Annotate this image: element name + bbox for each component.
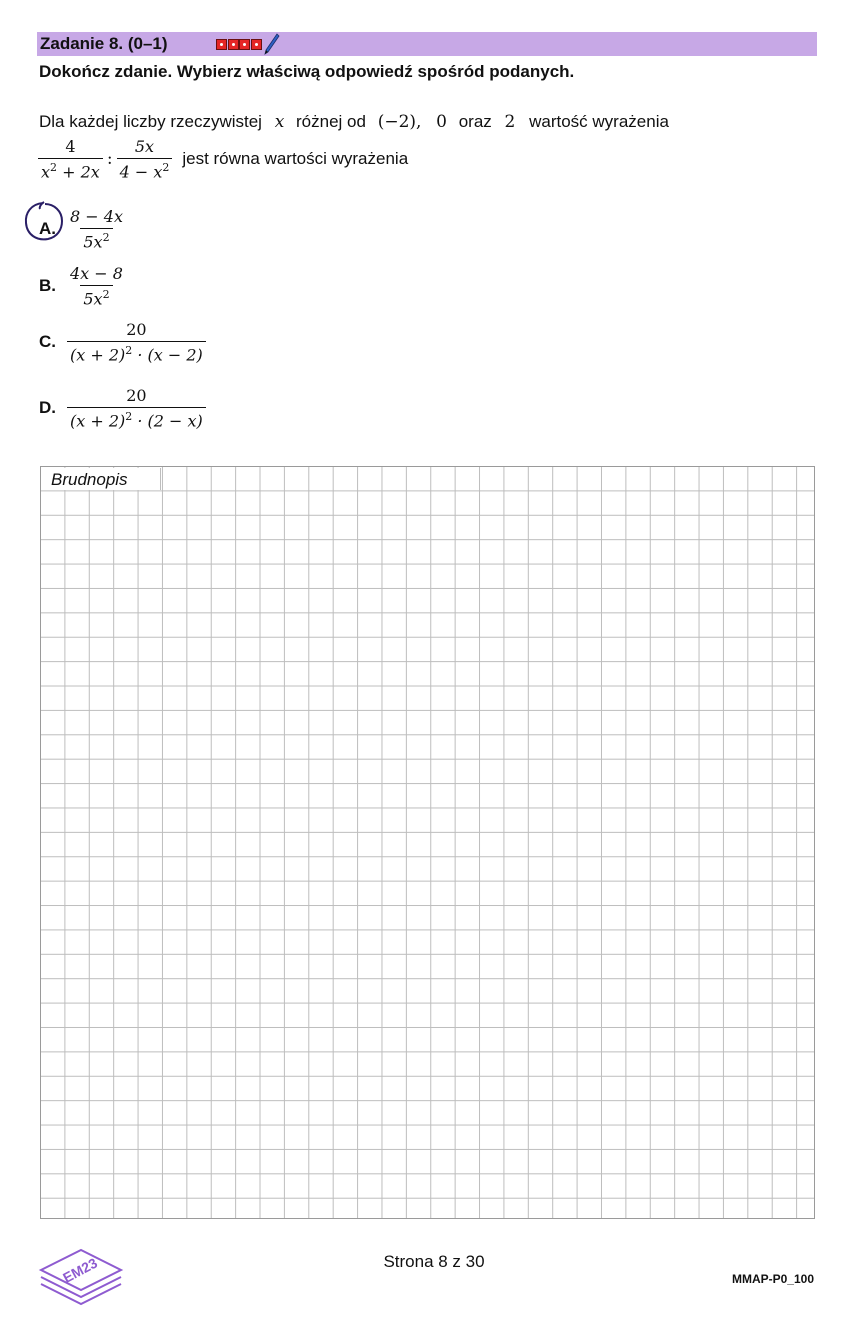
stem-text: Dla każdej liczby rzeczywistej xyxy=(39,112,262,131)
option-letter: A. xyxy=(39,219,56,239)
skill-square-icon xyxy=(228,39,239,50)
page-number: Strona 8 z 30 xyxy=(383,1252,485,1271)
fraction-numerator: 20 xyxy=(126,386,147,405)
fraction-denominator: $(x + 2)^2 \cdot (x - 2)$ xyxy=(67,341,206,364)
option-letter: B. xyxy=(39,276,56,296)
fraction-denominator: $5x^2$ xyxy=(80,285,112,308)
answer-option-a[interactable] xyxy=(39,207,126,251)
division-colon: : xyxy=(106,149,113,170)
draft-grid-area[interactable] xyxy=(40,466,815,1219)
fraction-left xyxy=(38,137,103,181)
option-fraction xyxy=(67,320,206,364)
math-value: 0 xyxy=(436,112,447,132)
question-stem-line1 xyxy=(39,112,669,132)
skill-square-icon xyxy=(216,39,227,50)
math-value: 2 xyxy=(504,112,516,132)
pen-icon xyxy=(264,33,280,55)
answer-option-c[interactable] xyxy=(39,320,206,364)
fraction-right xyxy=(117,137,173,181)
stem-text: różnej od xyxy=(296,112,366,131)
task-icons xyxy=(216,36,280,52)
math-value: (−2), xyxy=(377,112,422,132)
answer-option-b[interactable] xyxy=(39,264,126,308)
answer-option-d[interactable] xyxy=(39,386,206,430)
svg-text:EM23: EM23 xyxy=(60,1254,100,1286)
question-stem-line2 xyxy=(38,137,408,181)
task-instruction: Dokończ zdanie. Wybierz właściwą odpowiedź spośród podanych. xyxy=(39,62,575,81)
fraction-numerator: 4 xyxy=(65,137,76,156)
option-fraction xyxy=(67,207,126,251)
option-letter: D. xyxy=(39,398,56,418)
math-variable: x xyxy=(274,112,285,132)
fraction-denominator: $(x + 2)^2 \cdot (2 - x)$ xyxy=(67,407,206,430)
skill-square-icon xyxy=(251,39,262,50)
fraction-numerator: 4x − 8 xyxy=(70,264,123,283)
stem-text: wartość wyrażenia xyxy=(529,112,669,131)
fraction-numerator: 8 − 4x xyxy=(70,207,123,226)
document-code: MMAP-P0_100 xyxy=(731,1272,814,1286)
fraction-numerator: 5x xyxy=(134,137,155,156)
stem-text: jest równa wartości wyrażenia xyxy=(182,149,409,169)
fraction-denominator: $x^2 + 2x$ xyxy=(38,158,103,181)
option-fraction xyxy=(67,264,126,308)
fraction-denominator: $4 - x^2$ xyxy=(117,158,173,181)
fraction-denominator: $5x^2$ xyxy=(80,228,112,251)
task-title: Zadanie 8. (0–1) xyxy=(40,34,168,53)
fraction-numerator: 20 xyxy=(126,320,147,339)
draft-label: Brudnopis xyxy=(42,468,161,490)
task-header-bar xyxy=(37,32,817,56)
skill-square-icon xyxy=(239,39,250,50)
stem-text: oraz xyxy=(458,112,492,131)
option-fraction xyxy=(67,386,206,430)
option-letter: C. xyxy=(39,332,56,352)
